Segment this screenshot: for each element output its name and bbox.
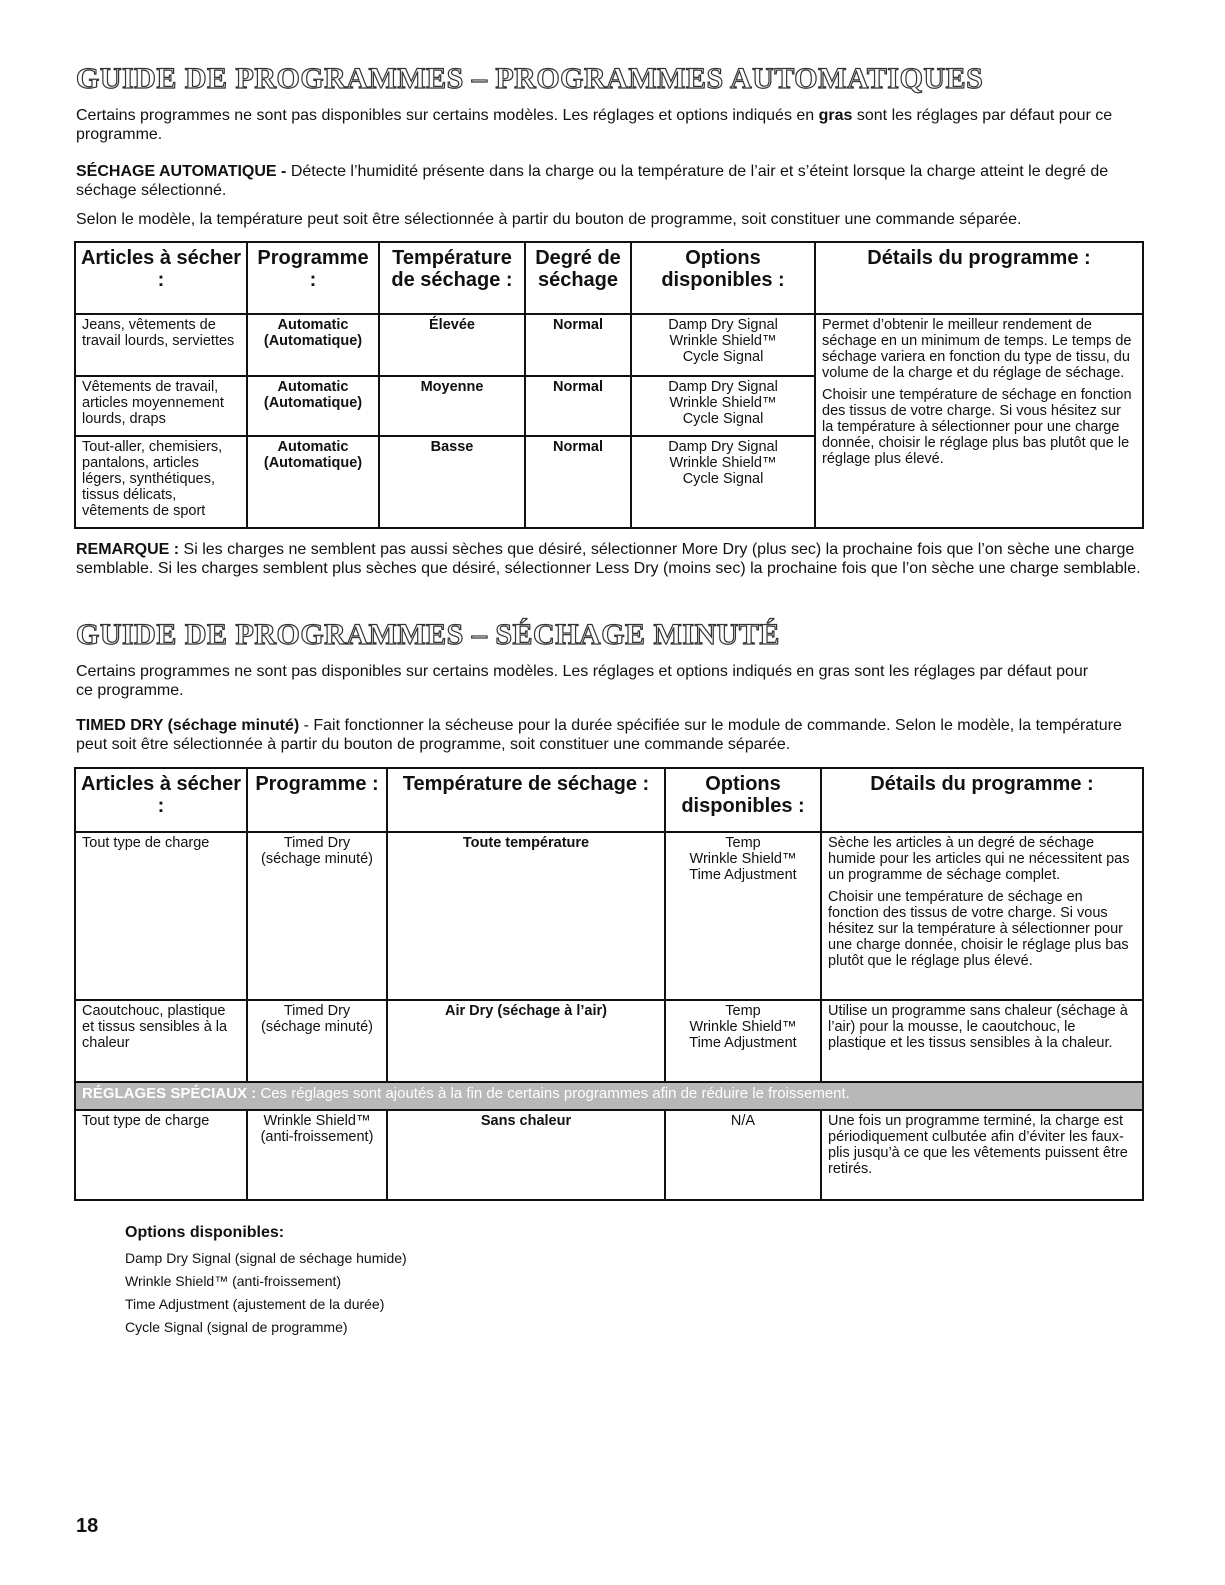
intro-paragraph: Certains programmes ne sont pas disponibles sur certains modèles. Les réglages et options indiqués en gras sont les réglages par défaut pour ce programme. [76,107,1113,143]
cell-programme: Automatic (Automatique) [247,436,379,528]
timed-intro-paragraph: Certains programmes ne sont pas disponibles sur certains modèles. Les réglages et options indiqués en gras sont les réglages par défaut pour ce programme. [76,663,1089,699]
special-settings-row [75,1082,1143,1110]
header-options: Options disponibles : [665,768,821,832]
section-title-timed: GUIDE DE PROGRAMMES – SÉCHAGE MINUTÉ [76,618,780,651]
cell-programme: Timed Dry (séchage minuté) [247,832,387,1000]
automatic-programs-table [74,241,1144,529]
details-text-1: Permet d’obtenir le meilleur rendement de séchage en un minimum de temps. Le temps de séchage variera en fonction du type de tissu, du volume de la charge et du réglage de séchage. [822,317,1132,381]
cell-programme: Automatic (Automatique) [247,314,379,376]
cell-programme: Timed Dry (séchage minuté) [247,1000,387,1082]
cell-options: Temp Wrinkle Shield™ Time Adjustment [665,1000,821,1082]
cell-details [821,832,1143,1000]
cell-temperature: Air Dry (séchage à l’air) [387,1000,665,1082]
model-paragraph: Selon le modèle, la température peut soit être sélectionnée à partir du bouton de programme, soit constituer une commande séparée. [76,211,1022,228]
table-row [75,832,1143,1000]
remarque-paragraph: REMARQUE : Si les charges ne semblent pas aussi sèches que désiré, sélectionner More Dry (plus sec) la prochaine fois que l’on sèche une charge semblable. Si les charges semblent plus sèches que désiré, sélectionner Less Dry (moins sec) la prochaine fois que l’on sèche une charge semblable. [76,541,1141,577]
section-title-automatic: GUIDE DE PROGRAMMES – PROGRAMMES AUTOMATIQUES [76,62,984,95]
header-options: Options disponibles : [631,242,815,314]
cell-options: Temp Wrinkle Shield™ Time Adjustment [665,832,821,1000]
timed-dry-paragraph: TIMED DRY (séchage minuté) - Fait fonctionner la sécheuse pour la durée spécifiée sur le module de commande. Selon le modèle, la température peut soit être sélectionnée à partir du bouton de programme, soit constituer une commande séparée. [76,717,1122,753]
header-articles: Articles à sécher : [75,242,247,314]
option-item: Damp Dry Signal (signal de séchage humide) [125,1250,407,1266]
cell-articles: Caoutchouc, plastique et tissus sensibles à la chaleur [75,1000,247,1082]
header-articles: Articles à sécher : [75,768,247,832]
cell-articles: Tout type de charge [75,1110,247,1200]
timed-programs-table [74,767,1144,1201]
table-row [75,1000,1143,1082]
cell-articles: Tout-aller, chemisiers, pantalons, articles légers, synthétiques, tissus délicats, vêtements de sport [75,436,247,528]
header-details: Détails du programme : [815,242,1143,314]
header-programme: Programme : [247,768,387,832]
cell-temperature: Moyenne [379,376,525,436]
header-details: Détails du programme : [821,768,1143,832]
table-row [75,314,1143,376]
cell-programme: Automatic (Automatique) [247,376,379,436]
cell-options: Damp Dry Signal Wrinkle Shield™ Cycle Signal [631,436,815,528]
option-item: Wrinkle Shield™ (anti-froissement) [125,1273,342,1289]
details-text-2: Choisir une température de séchage en fonction des tissus de votre charge. Si vous hésitez sur la température à sélectionner pour une charge donnée, choisir le réglage plus bas plutôt que le réglage plus élevé. [828,889,1129,969]
header-programme: Programme : [247,242,379,314]
special-settings-banner: RÉGLAGES SPÉCIAUX : Ces réglages sont ajoutés à la fin de certains programmes afin de réduire le froissement. [75,1082,1143,1110]
details-text-1: Sèche les articles à un degré de séchage humide pour les articles qui ne nécessitent pas un programme de séchage complet. [828,835,1130,883]
cell-articles: Jeans, vêtements de travail lourds, serviettes [75,314,247,376]
header-temperature: Température de séchage : [387,768,665,832]
cell-temperature: Sans chaleur [387,1110,665,1200]
page-number: 18 [76,1515,99,1537]
cell-articles: Tout type de charge [75,832,247,1000]
cell-options: N/A [665,1110,821,1200]
auto-dry-paragraph: SÉCHAGE AUTOMATIQUE - Détecte l’humidité présente dans la charge ou la température de l’air et s’éteint lorsque la charge atteint le degré de séchage sélectionné. [76,163,1109,199]
header-temperature: Température de séchage : [379,242,525,314]
cell-options: Damp Dry Signal Wrinkle Shield™ Cycle Signal [631,314,815,376]
cell-details [815,314,1143,528]
details-text-2: Choisir une température de séchage en fonction des tissus de votre charge. Si vous hésitez sur la température à sélectionner pour une charge donnée, choisir le réglage plus bas plutôt que le réglage plus élevé. [822,387,1132,467]
cell-articles: Vêtements de travail, articles moyennement lourds, draps [75,376,247,436]
cell-degre: Normal [525,436,631,528]
cell-temperature: Élevée [379,314,525,376]
options-title: Options disponibles: [125,1224,285,1241]
cell-temperature: Toute température [387,832,665,1000]
cell-options: Damp Dry Signal Wrinkle Shield™ Cycle Signal [631,376,815,436]
cell-details: Utilise un programme sans chaleur (séchage à l’air) pour la mousse, le caoutchouc, le plastique et les tissus sensibles à la chaleur. [821,1000,1143,1082]
cell-degre: Normal [525,376,631,436]
cell-details: Une fois un programme terminé, la charge est périodiquement culbutée afin d’éviter les faux-plis jusqu’à ce que les vêtements puissent être retirés. [821,1110,1143,1200]
option-item: Cycle Signal (signal de programme) [125,1319,348,1335]
table-row [75,1110,1143,1200]
header-degre: Degré de séchage [525,242,631,314]
cell-temperature: Basse [379,436,525,528]
cell-degre: Normal [525,314,631,376]
option-item: Time Adjustment (ajustement de la durée) [125,1296,385,1312]
cell-programme: Wrinkle Shield™ (anti-froissement) [247,1110,387,1200]
